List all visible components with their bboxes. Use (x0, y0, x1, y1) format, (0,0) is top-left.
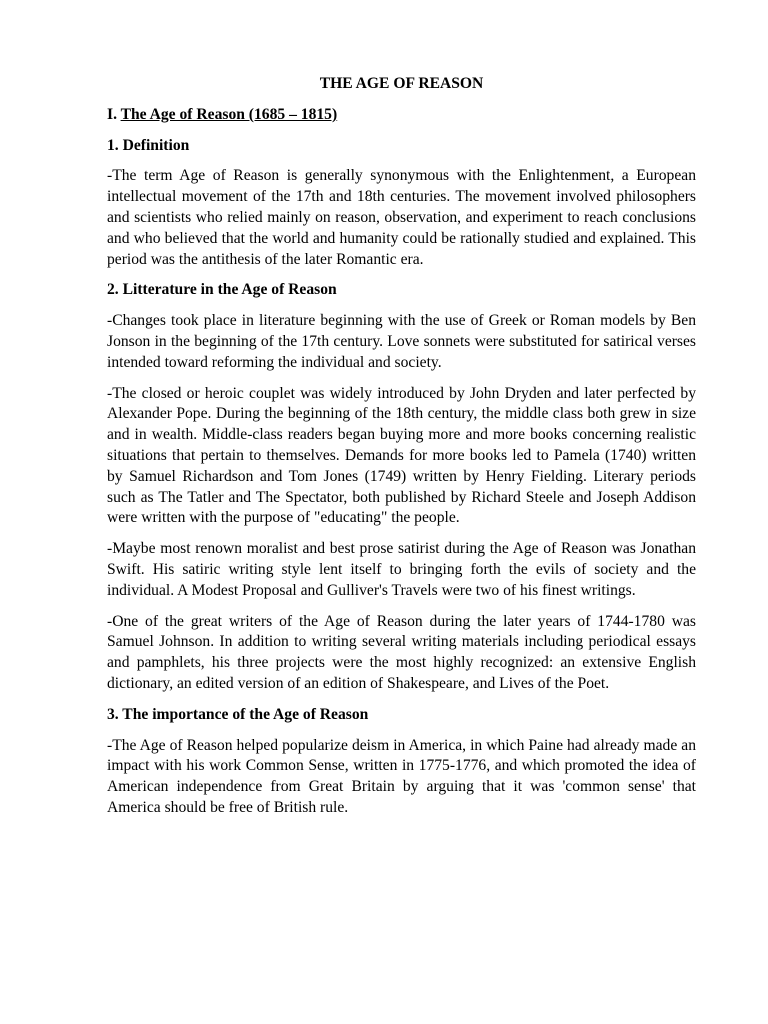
paragraph: -The term Age of Reason is generally synonymous with the Enlightenment, a European intellectual movement of the 17th and 18th centuries. The movement involved philosophers and scientists who relied mainly on reason, observation, and experiment to reach conclusions and who believed that the world and humanity could be rationally studied and explained. This period was the antithesis of the later Romantic era. (107, 167, 696, 268)
section-number: I. (107, 105, 117, 123)
subsection-heading-importance: 3. The importance of the Age of Reason (107, 705, 369, 723)
document-page (107, 74, 696, 829)
subsection-heading-literature: 2. Litterature in the Age of Reason (107, 281, 337, 299)
paragraph: -One of the great writers of the Age of Reason during the later years of 1744-1780 was Samuel Johnson. In addition to writing several writing materials including periodical essays and pamphlets, his three projects were the most highly recognized: an extensive English dictionary, an edited version of an edition of Shakespeare, and Lives of the Poet. (107, 612, 696, 692)
document-title: THE AGE OF REASON (319, 75, 484, 92)
paragraph: -Maybe most renown moralist and best prose satirist during the Age of Reason was Jonathan Swift. His satiric writing style lent itself to bringing forth the evils of society and the individual. A Modest Proposal and Gulliver's Travels were two of his finest writings. (107, 540, 696, 599)
paragraph: -Changes took place in literature beginning with the use of Greek or Roman models by Ben Jonson in the beginning of the 17th century. Love sonnets were substituted for satirical verses intended toward reforming the individual and society. (107, 312, 696, 371)
paragraph: -The Age of Reason helped popularize deism in America, in which Paine had already made an impact with his work Common Sense, written in 1775-1776, and which promoted the idea of American independence from Great Britain by arguing that it was 'common sense' that America should be free of British rule. (107, 736, 696, 816)
section-heading (107, 105, 696, 126)
subsection-heading-definition: 1. Definition (107, 136, 190, 154)
section-title: The Age of Reason (1685 – 1815) (120, 105, 338, 123)
paragraph: -The closed or heroic couplet was widely introduced by John Dryden and later perfected by Alexander Pope. During the beginning of the 18th century, the middle class both grew in size and in wealth. Middle-class readers began buying more and more books concerning realistic situations that pertain to themselves. Demands for more books led to Pamela (1740) written by Samuel Richardson and Tom Jones (1749) written by Henry Fielding. Literary periods such as The Tatler and The Spectator, both published by Richard Steele and Joseph Addison were written with the purpose of "educating" the people. (107, 384, 696, 527)
